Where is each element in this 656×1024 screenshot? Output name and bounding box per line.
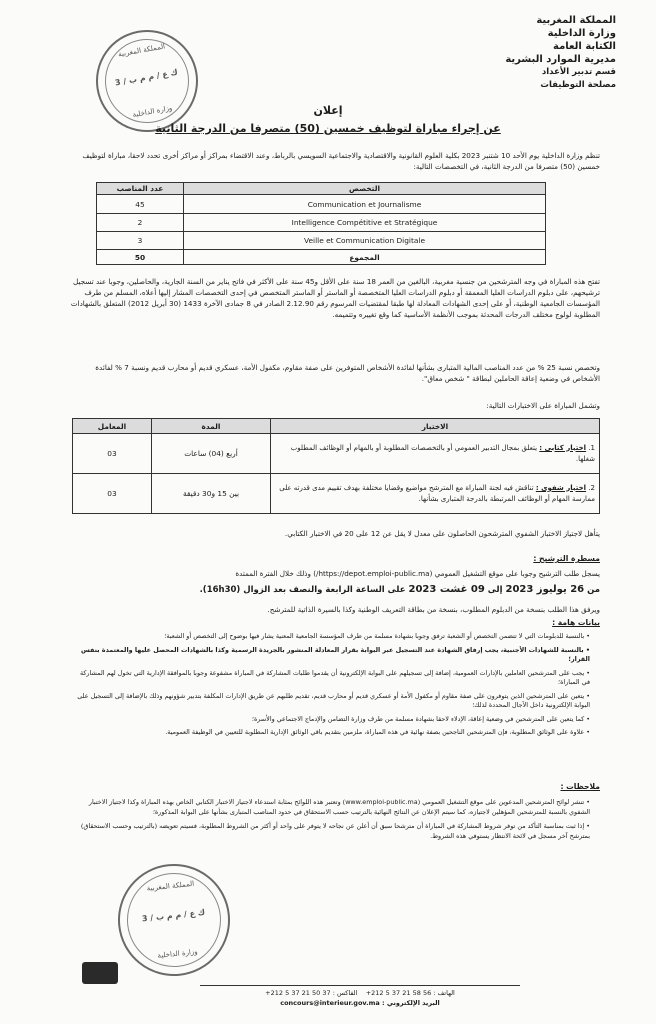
to-label: إلى — [487, 585, 503, 595]
from-label: من — [587, 585, 600, 595]
procedure-title: مسطرة الترشيح : — [533, 554, 600, 563]
stamp-bottom-text: وزارة الداخلية — [131, 104, 173, 119]
exams-intro: وتشمل المباراة على الاختبارات التالية: — [486, 401, 600, 410]
col-header-duration: المدة — [152, 419, 271, 434]
intro-paragraph: تنظم وزارة الداخلية يوم الأحد 10 شتنبر 2023 بكلية العلوم القانونية والاقتصادية والاجتماعية السويسي بالرباط، وعند الاقتضاء بمراكز أو مراكز أخرى تحدد لاحقا، مباراة لتوظيف خمسين (50) متصرفا من الدرجة الثانية، في التخصصات التالية: — [82, 151, 600, 171]
note-text: كما يتعين على المترشحين في وضعية إعاقة، الإدلاء لاحقا بشهادة مسلمة من طرف وزارة التضامن والإدماج الاجتماعي والأسرة؛ — [251, 714, 585, 723]
col-header-count: عدد المناصب — [97, 183, 184, 195]
table-row — [73, 474, 600, 514]
announcement-subtitle: عن إجراء مباراة لتوظيف خمسين (50) متصرفا من الدرجة الثانية — [155, 122, 501, 135]
exam-cell — [271, 474, 600, 514]
positions-table — [96, 182, 546, 265]
duration-cell: بين 15 و30 دقيقة — [152, 474, 271, 514]
footer-fax: الفاكس : 37 50 21 37 5 212+ — [265, 989, 358, 997]
header-line: قسم تدبير الأعداد — [541, 67, 616, 77]
coefficient-cell: 03 — [73, 434, 152, 474]
quota-paragraph: وتخصص نسبة 25 % من عدد المناصب المالية المتبارى بشأنها لفائدة الأشخاص المتوفرين على صفة مقاوم، مكفول الأمة، عسكري قديم أو محارب قديم ونسبة 7 % لفائدة الأشخاص في وضعية إعاقة الحاملين لبطاقة " شخص معاق". — [95, 363, 600, 383]
stamp-code: ك ع / م م ب / 3 — [114, 67, 179, 88]
exams-table — [72, 418, 600, 514]
footer-phone: الهاتف : 56 58 21 37 5 212+ — [365, 989, 455, 997]
count-cell: 45 — [97, 195, 184, 214]
table-row — [97, 232, 546, 250]
footer-phones — [200, 985, 520, 998]
list-item: • تنشر لوائح المترشحين المدعوين على موقع التشغيل العمومي (www.emploi-public.ma) وتعتبر هذه اللوائح بمثابة استدعاء لاجتياز الاختبار الكتابي الخاص بهذه المباراة وكذا لاجتياز الاختبار الشفوي بالنسبة للمترشحين المؤهلين لاجتيازه، كما سيتم الإعلان عن النتائج النهائية بالترتيب حسب الاستحقاق في حدود المناصب المتبارى بشأنها على البوابة المذكورة؛ — [88, 798, 590, 816]
header-line: مديرية الموارد البشرية — [505, 54, 616, 65]
list-item: • كما يتعين على المترشحين في وضعية إعاقة، الإدلاء لاحقا بشهادة مسلمة من طرف وزارة التضامن والإدماج الاجتماعي والأسرة؛ — [251, 714, 590, 723]
note-text: بالنسبة للدبلومات التي لا تتضمن التخصص أو الشعبة ترفق وجوبا بشهادة مسلمة من طرف المؤسسة الجامعية المعنية يشار فيها بوضوح إلى التخصص أو الشعبة؛ — [164, 632, 585, 640]
footer-email: concours@interieur.gov.ma : البريد الإلكتروني — [280, 999, 440, 1007]
exam-description: يتعلق بمجال التدبير العمومي أو بالتخصصات المطلوبة أو بالمهام أو الوظائف المطلوب شغلها. — [290, 443, 595, 463]
list-item: • يجب على المترشحين العاملين بالإدارات العمومية، إضافة إلى تسجيلهم على البوابة الإلكترونية أن يقدموا طلبات المشاركة في المباراة مشفوعة وجوبا بالموافقة الإدارية التي تخول لهم المشاركة في المباراة؛ — [79, 668, 590, 686]
count-cell: 3 — [97, 232, 184, 250]
exam-name: اختبار شفوي : — [535, 483, 587, 492]
list-item: • بالنسبة للشهادات الأجنبية، يجب إرفاق الشهادة عند التسجيل عبر البوابة بقرار المعادلة المنشور بالجريدة الرسمية وكذا بالشهادات المحصل عليها والمعتمدة بنفس القرار؛ — [80, 645, 590, 663]
to-date: 09 غشت 2023 — [408, 584, 485, 595]
ministry-header — [396, 14, 616, 92]
official-stamp — [112, 858, 235, 981]
total-count: 50 — [97, 250, 184, 265]
header-line: الكتابة العامة — [553, 41, 616, 52]
deadline-time: على الساعة الرابعة والنصف بعد الزوال (16h30). — [199, 585, 406, 595]
col-header-coefficient: المعامل — [73, 419, 152, 434]
stamp-code: ك ع / م م ب / 3 — [141, 908, 206, 924]
exam-number: 1. — [588, 443, 595, 452]
specialty-cell: Communication et Journalisme — [184, 195, 546, 214]
notes-title: بيانات هامة : — [552, 618, 600, 627]
stamp-bottom-text: وزارة الداخلية — [157, 947, 198, 960]
total-label: المجموع — [184, 250, 546, 265]
list-item: • بالنسبة للدبلومات التي لا تتضمن التخصص أو الشعبة ترفق وجوبا بشهادة مسلمة من طرف المؤسسة الجامعية المعنية يشار فيها بوضوح إلى التخصص أو الشعبة؛ — [164, 632, 590, 640]
procedure-text: يسجل طلب الترشيح وجوبا على موقع التشغيل العمومي (https://depot.emploi-public.ma/) وذلك خلال الفترة الممتدة — [235, 569, 600, 578]
list-item: • إذا ثبت بمناسبة التأكد من توفر شروط المشاركة في المباراة أن مترشحا سبق أن أعلن عن نجاحه لا يتوفر على واحد أو أكثر من الشروط المطلوبة، فسيتم تعويضه (بالترتيب وحسب الاستحقاق) بمترشح آخر مسجل في لائحة الانتظار يستوفي هذه الشروط. — [80, 822, 590, 840]
note-text: يتعين على المترشحين الذين يتوفرون على صفة مقاوم أو مكفول الأمة أو عسكري قديم أو محارب قديم، تقديم طلبهم عن طريق الإدارات المكلفة بتدبير شؤونهم وذلك بالإضافة إلى التسجيل على البوابة الإلكترونية داخل الآجال المحددة لذلك؛ — [77, 691, 590, 709]
table-row — [73, 434, 600, 474]
col-header-specialty: التخصص — [184, 183, 546, 195]
ministry-emblem-icon — [82, 962, 118, 984]
eligibility-paragraph: تفتح هذه المباراة في وجه المترشحين من جنسية مغربية، البالغين من العمر 18 سنة على الأقل و45 سنة على الأكثر في فاتح يناير من السنة الجارية، والحاصلين، وجوبا عند تسجيل ترشيحهم، على دبلوم الدراسات العليا المعمقة أو دبلوم الدراسات العليا المتخصصة أو الماستر أو الماستر المتخصص في إحدى التخصصات المشار إليها أعلاه، المسلم من طرف المؤسسات الجامعية الوطنية، أو على إحدى الشهادات المعادلة لها طبقا لمقتضيات المرسوم رقم 2.12.90 الصادر في 8 جمادى الآخرة 1433 (30 أبريل 2012) المتعلق بالشهادات المطلوبة لولوج مختلف الدرجات المحدثة بموجب الأنظمة الأساسية كما وقع تغييره وتتميمه. — [70, 277, 600, 319]
col-header-exam: الاختبار — [271, 419, 600, 434]
table-row — [97, 214, 546, 232]
header-line: مصلحة التوظيفات — [540, 80, 616, 90]
stamp-top-text: المملكة المغربية — [146, 879, 195, 893]
header-line: وزارة الداخلية — [547, 28, 616, 39]
note-text: يجب على المترشحين العاملين بالإدارات العمومية، إضافة إلى تسجيلهم على البوابة الإلكترونية أن يقدموا طلبات المشاركة في المباراة مشفوعة وجوبا بالموافقة الإدارية التي تخول لهم المشاركة في المباراة؛ — [79, 668, 590, 686]
table-row — [97, 195, 546, 214]
remark-text: تنشر لوائح المترشحين المدعوين على موقع التشغيل العمومي (www.emploi-public.ma) وتعتبر هذه اللوائح بمثابة استدعاء لاجتياز الاختبار الكتابي الخاص بهذه المباراة وكذا لاجتياز الاختبار الشفوي بالنسبة للمترشحين المؤهلين لاجتيازه، كما سيتم الإعلان عن النتائج النهائية بالترتيب حسب الاستحقاق في حدود المناصب المتبارى بشأنها على البوابة المذكورة؛ — [88, 798, 590, 816]
exam-cell — [271, 434, 600, 474]
procedure-attachments: ويرفق هذا الطلب بنسخة من الدبلوم المطلوب، بنسخة من بطاقة التعريف الوطنية وكذا بالسيرة الذاتية للمترشح. — [267, 605, 600, 614]
note-text: بالنسبة للشهادات الأجنبية، يجب إرفاق الشهادة عند التسجيل عبر البوابة بقرار المعادلة المنشور بالجريدة الرسمية وكذا بالشهادات المحصل عليها والمعتمدة بنفس القرار؛ — [80, 645, 590, 663]
footer-contact — [200, 985, 520, 1008]
remark-text: إذا ثبت بمناسبة التأكد من توفر شروط المشاركة في المباراة أن مترشحا سبق أن أعلن عن نجاحه لا يتوفر على واحد أو أكثر من الشروط المطلوبة، فسيتم تعويضه (بالترتيب وحسب الاستحقاق) بمترشح آخر مسجل في لائحة الانتظار يستوفي هذه الشروط. — [80, 822, 590, 840]
table-total-row — [97, 250, 546, 265]
coefficient-cell: 03 — [73, 474, 152, 514]
specialty-cell: Veille et Communication Digitale — [184, 232, 546, 250]
count-cell: 2 — [97, 214, 184, 232]
header-line: المملكة المغربية — [536, 15, 616, 26]
list-item: • يتعين على المترشحين الذين يتوفرون على صفة مقاوم أو مكفول الأمة أو عسكري قديم أو محارب قديم، تقديم طلبهم عن طريق الإدارات المكلفة بتدبير شؤونهم وذلك بالإضافة إلى التسجيل على البوابة الإلكترونية داخل الآجال المحددة لذلك؛ — [77, 691, 590, 709]
notes-list — [70, 632, 590, 742]
exam-number: 2. — [588, 483, 595, 492]
from-date: 26 يوليوز 2023 — [505, 584, 585, 595]
specialty-cell: Intelligence Compétitive et Stratégique — [184, 214, 546, 232]
exam-description: تناقش فيه لجنة المباراة مع المترشح مواضيع وقضايا مختلفة بهدف تقييم مدى قدرته على ممارسة المهام أو الوظائف المرتبطة بالدرجة المتبارى بشأنها. — [279, 483, 595, 503]
announcement-heading: إعلان — [313, 104, 343, 117]
note-text: علاوة على الوثائق المطلوبة، فإن المترشحين الناجحين بصفة نهائية في هذه المباراة، ملزمين بتقديم باقي الوثائق الإدارية المطلوبة للتعيين في الوظيفة العمومية. — [165, 728, 585, 736]
oral-note: يتأهل لاجتياز الاختبار الشفوي المترشحون الحاصلون على معدل لا يقل عن 12 على 20 في الاختبار الكتابي. — [284, 529, 600, 538]
stamp-top-text: المملكة المغربية — [117, 42, 166, 59]
remarks-title: ملاحظات : — [560, 782, 600, 791]
duration-cell: أربع (04) ساعات — [152, 434, 271, 474]
procedure-dates — [70, 584, 600, 596]
list-item: • علاوة على الوثائق المطلوبة، فإن المترشحين الناجحين بصفة نهائية في هذه المباراة، ملزمين بتقديم باقي الوثائق الإدارية المطلوبة للتعيين في الوظيفة العمومية. — [165, 728, 590, 736]
exam-name: اختبار كتابي : — [539, 443, 587, 452]
remarks-list — [70, 798, 590, 841]
